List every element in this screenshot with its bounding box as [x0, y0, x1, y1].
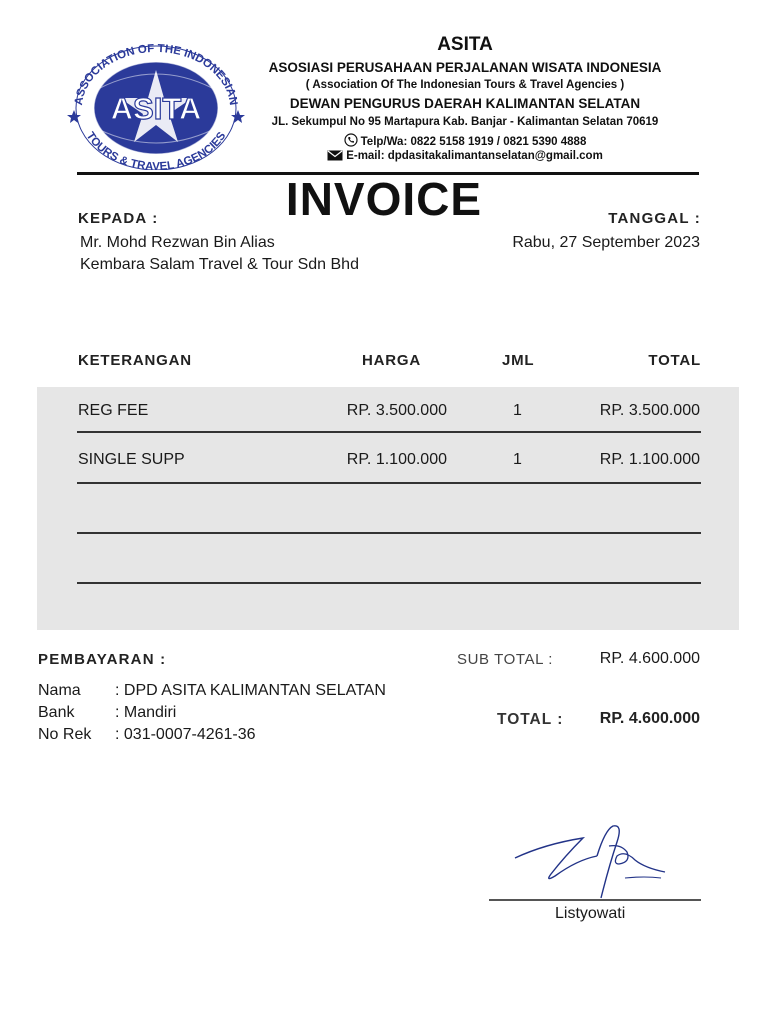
total-label: TOTAL : — [497, 711, 564, 728]
invoice-date: Rabu, 27 September 2023 — [512, 234, 700, 251]
payment-label: PEMBAYARAN : — [38, 651, 167, 668]
total-value: RP. 4.600.000 — [599, 710, 700, 727]
org-short-name: ASITA — [437, 34, 493, 55]
date-label: TANGGAL : — [608, 210, 701, 227]
table-cell-qty: 1 — [513, 451, 522, 468]
payment-field-value: : DPD ASITA KALIMANTAN SELATAN — [115, 682, 386, 699]
client-company: Kembara Salam Travel & Tour Sdn Bhd — [80, 256, 359, 273]
org-full-name: ASOSIASI PERUSAHAAN PERJALANAN WISATA INDONESIA — [268, 60, 662, 75]
client-name: Mr. Mohd Rezwan Bin Alias — [80, 234, 275, 251]
payment-field-key: Nama — [38, 682, 81, 699]
column-header-price: HARGA — [362, 352, 421, 369]
table-cell-description: SINGLE SUPP — [78, 451, 185, 468]
org-phone: Telp/Wa: 0822 5158 1919 / 0821 5390 4888 — [360, 136, 587, 148]
subtotal-label: SUB TOTAL : — [457, 651, 554, 668]
table-cell-description: REG FEE — [78, 402, 149, 419]
subtotal-value: RP. 4.600.000 — [599, 650, 700, 667]
asita-logo — [60, 40, 250, 170]
column-header-qty: JML — [502, 352, 535, 369]
org-email-line — [245, 150, 685, 162]
row-divider — [77, 532, 701, 534]
table-cell-total: RP. 3.500.000 — [599, 402, 700, 419]
payment-field-key: Bank — [38, 704, 75, 721]
signer-name: Listyowati — [555, 905, 626, 922]
logo-wordmark: ASITA — [110, 91, 202, 126]
logo-ring-bottom: TOURS & TRAVEL AGENCIES — [83, 130, 229, 170]
logo-ring-top: ASSOCIATION OF THE INDONESIAN — [72, 42, 240, 107]
payment-field-value: : 031-0007-4261-36 — [115, 726, 256, 743]
invoice-title: INVOICE — [285, 173, 483, 225]
payment-field-value: : Mandiri — [115, 704, 177, 721]
table-cell-qty: 1 — [513, 402, 522, 419]
org-phone-line — [245, 133, 685, 148]
handwritten-signature — [505, 816, 675, 902]
org-english-name: ( Association Of The Indonesian Tours & Travel Agencies ) — [305, 79, 625, 91]
org-email: E-mail: dpdasitakalimantanselatan@gmail.com — [346, 150, 603, 162]
items-table-body — [37, 387, 739, 630]
recipient-label: KEPADA : — [78, 210, 159, 227]
row-divider — [77, 582, 701, 584]
table-cell-total: RP. 1.100.000 — [599, 451, 700, 468]
row-divider — [77, 482, 701, 484]
table-cell-price: RP. 3.500.000 — [346, 402, 447, 419]
phone-icon — [344, 133, 358, 147]
column-header-total: TOTAL — [648, 352, 701, 369]
signature-line — [489, 899, 701, 901]
envelope-icon — [327, 150, 343, 161]
org-address: JL. Sekumpul No 95 Martapura Kab. Banjar - Kalimantan Selatan 70619 — [271, 116, 659, 128]
row-divider — [77, 431, 701, 433]
org-branch: DEWAN PENGURUS DAERAH KALIMANTAN SELATAN — [289, 96, 641, 111]
table-cell-price: RP. 1.100.000 — [346, 451, 447, 468]
payment-field-key: No Rek — [38, 726, 92, 743]
column-header-description: KETERANGAN — [78, 352, 192, 369]
